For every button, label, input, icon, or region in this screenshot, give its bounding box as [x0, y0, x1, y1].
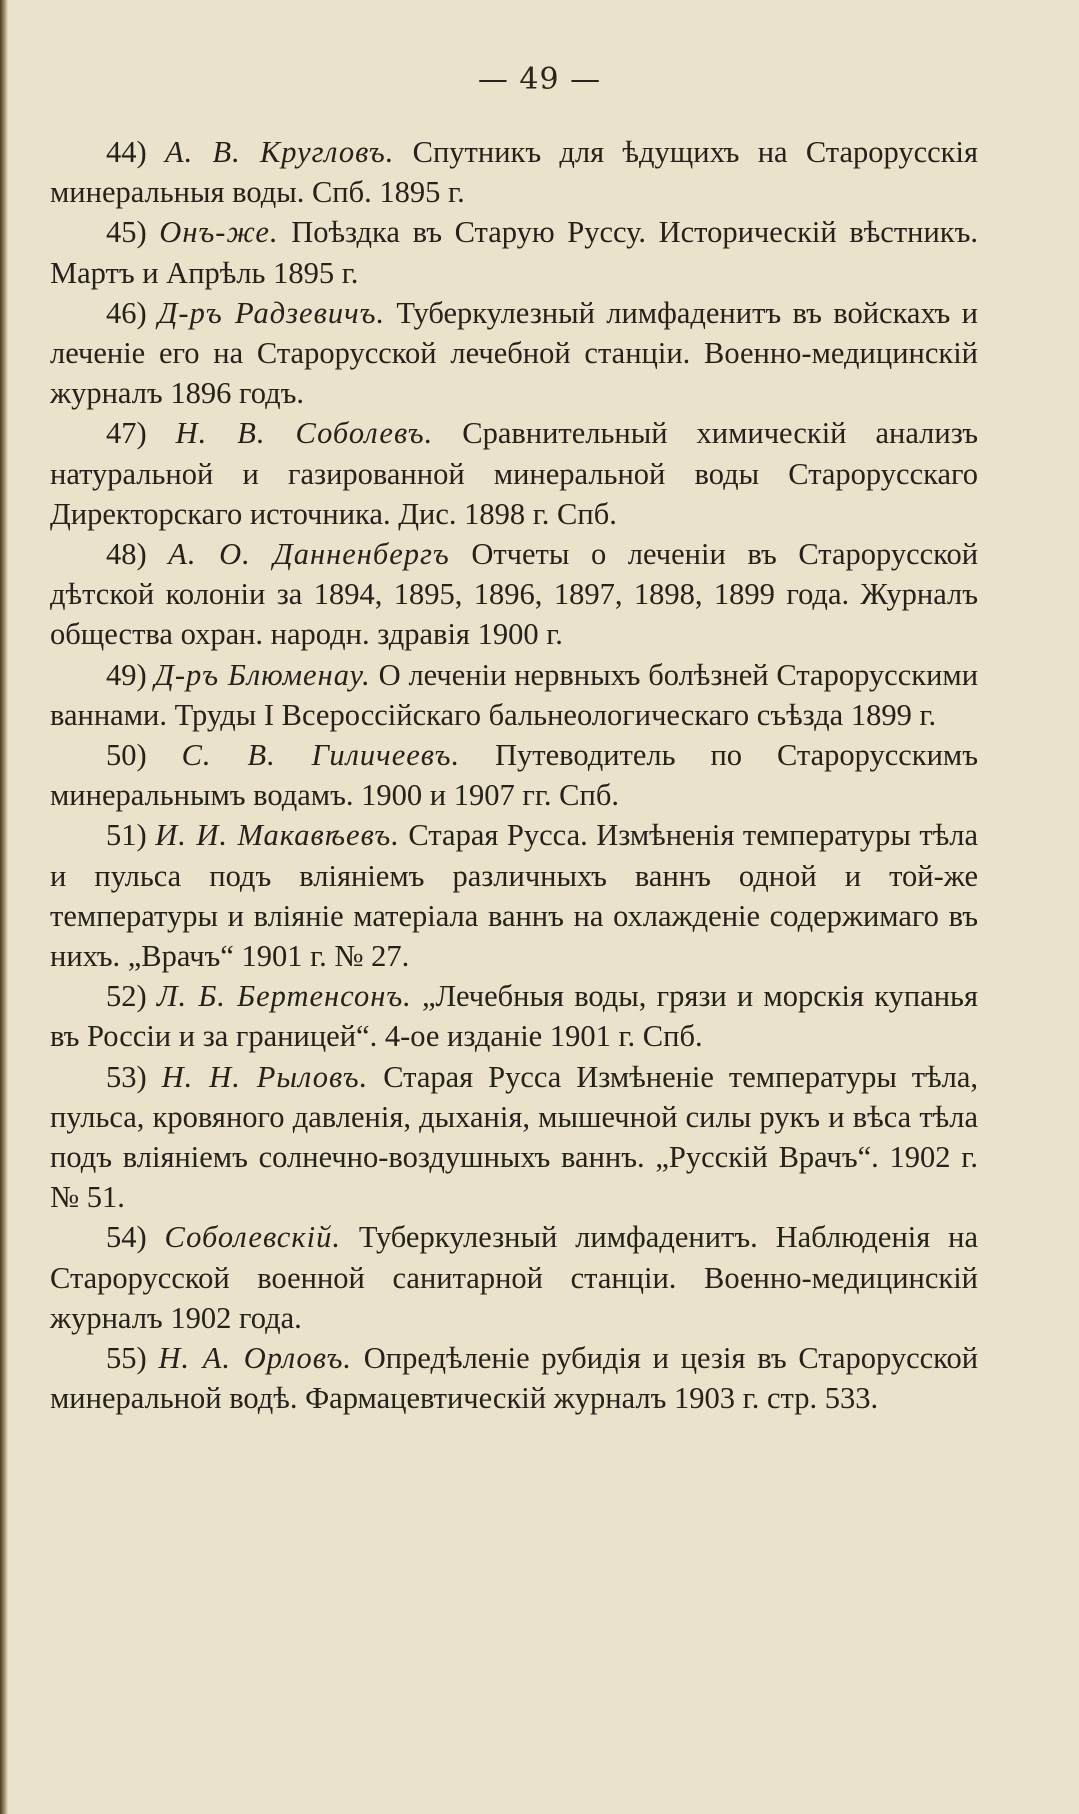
bibliography-entry-50	[50, 735, 978, 815]
entry-author: Онъ-же.	[159, 215, 279, 250]
entry-number: 47)	[106, 416, 147, 451]
entry-text: О леченіи нервныхъ болѣзней Старорусскими ваннами. Труды I Всероссійскаго бальнеологическаго съѣзда 1899 г.	[50, 657, 979, 732]
entry-text: Путеводитель по Старорусскимъ минеральнымъ водамъ. 1900 и 1907 гг. Спб.	[50, 738, 979, 813]
entry-number: 45)	[106, 215, 147, 250]
entry-number: 49)	[106, 657, 147, 692]
entry-number: 48)	[106, 537, 147, 572]
bibliography-entry-51	[50, 815, 978, 976]
entry-text: Старая Русса Измѣненіе температуры тѣла, пульса, кровяного давленія, дыханія, мышечной силы рукъ и вѣса тѣла подъ вліяніемъ солнечно-воздушныхъ ваннъ. „Русскій Врачъ“. 1902 г. № 51.	[50, 1059, 979, 1215]
entry-text: Опредѣленіе рубидія и цезія въ Старорусской минеральной водѣ. Фармацевтическій журналъ 1903 г. стр. 533.	[50, 1341, 979, 1416]
bibliography-list	[50, 132, 978, 1419]
bibliography-entry-55	[50, 1338, 978, 1418]
entry-number: 50)	[106, 738, 147, 773]
entry-author: И. И. Макавѣевъ.	[155, 818, 400, 853]
page-spine-shadow	[0, 0, 8, 1814]
entry-author: Н. В. Соболевъ.	[175, 416, 434, 451]
entry-author: Л. Б. Бертенсонъ.	[156, 979, 412, 1014]
entry-text: Туберкулезный лимфаденитъ въ войскахъ и леченіе его на Старорусской лечебной станціи. Военно-медицинскій журналъ 1896 годъ.	[50, 295, 978, 411]
bibliography-entry-47	[50, 413, 978, 534]
entry-text: „Лечебныя воды, грязи и морскія купанья въ Россіи и за границей“. 4-ое изданіе 1901 г. Спб.	[50, 979, 978, 1054]
entry-number: 54)	[106, 1220, 147, 1255]
bibliography-entry-52	[50, 976, 978, 1056]
bibliography-entry-44	[50, 132, 978, 212]
entry-author: Д-ръ Радзевичъ.	[158, 295, 386, 330]
entry-text: Старая Русса. Измѣненія температуры тѣла и пульса подъ вліяніемъ различныхъ ваннъ одной и той-же температуры и вліяніе матеріала ваннъ на охлажденіе содержимаго въ нихъ. „Врачъ“ 1901 г. № 27.	[50, 818, 979, 974]
entry-number: 51)	[106, 818, 147, 853]
entry-text: Сравнительный химическій анализъ натуральной и газированной минеральной воды Старорусскаго Директорскаго источника. Дис. 1898 г. Спб.	[50, 416, 978, 531]
entry-author: Д-ръ Блюменау.	[154, 657, 371, 692]
bibliography-entry-45	[50, 212, 978, 292]
entry-author: Соболевскій.	[164, 1220, 341, 1255]
entry-text: Поѣздка въ Старую Руссу. Историческій вѣстникъ. Мартъ и Апрѣль 1895 г.	[50, 215, 979, 290]
entry-author: Н. А. Орловъ.	[158, 1341, 353, 1376]
bibliography-entry-53	[50, 1057, 978, 1218]
entry-text: Отчеты о леченіи въ Старорусской дѣтской колоніи за 1894, 1895, 1896, 1897, 1898, 1899 года. Журналъ общества охран. народн. здравія 1900 г.	[50, 537, 979, 652]
bibliography-entry-54	[50, 1217, 978, 1338]
entry-author: А. В. Кругловъ.	[164, 135, 395, 169]
entry-number: 44)	[106, 135, 147, 169]
bibliography-entry-49	[50, 655, 978, 735]
entry-text: Туберкулезный лимфаденитъ. Наблюденія на Старорусской военной санитарной станціи. Военно-медицинскій журналъ 1902 года.	[50, 1220, 979, 1335]
entry-number: 55)	[106, 1341, 147, 1376]
page-number: — 49 —	[477, 62, 602, 97]
entry-number: 53)	[106, 1059, 147, 1094]
bibliography-entry-46	[50, 293, 978, 414]
entry-number: 52)	[106, 979, 147, 1014]
bibliography-entry-48	[50, 534, 978, 655]
entry-author: С. В. Гиличеевъ.	[181, 738, 461, 773]
entry-author: А. О. Данненбергъ	[168, 537, 450, 572]
entry-author: Н. Н. Рыловъ.	[161, 1059, 369, 1094]
entry-number: 46)	[106, 295, 147, 330]
entry-text: Спутникъ для ѣдущихъ на Старорусскія минеральныя воды. Спб. 1895 г.	[50, 135, 979, 210]
